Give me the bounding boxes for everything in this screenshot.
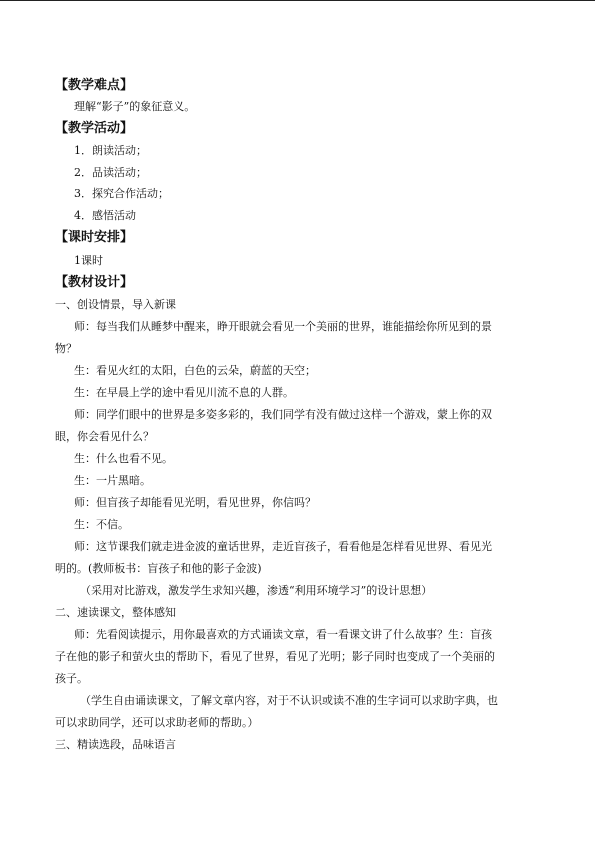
schedule-heading: 【课时安排】 — [55, 230, 134, 245]
paragraph-line: 眼，你会看见什么？ — [55, 430, 154, 443]
paragraph-line: 生：看见火红的太阳，白色的云朵，蔚蓝的天空； — [74, 364, 316, 377]
step-title: 一、创设情景，导入新课 — [55, 298, 176, 311]
paragraph-line: 师：同学们眼中的世界是多姿多彩的，我们同学有没有做过这样一个游戏，蒙上你的双 — [74, 408, 492, 421]
activity-item: 3．探究合作活动； — [74, 187, 169, 200]
paragraph-line: 生：在早晨上学的途中看见川流不息的人群。 — [74, 386, 294, 399]
paragraph-line: 生：一片黑暗。 — [74, 474, 151, 487]
paragraph-line: （学生自由诵读课文，了解文章内容，对于不认识或读不准的生字词可以求助字典，也 — [80, 694, 498, 707]
paragraph-line: 师：这节课我们就走进金波的童话世界，走近盲孩子，看看他是怎样看见世界、看见光 — [74, 540, 492, 553]
paragraph-line: 孩子。 — [55, 672, 88, 685]
activity-item: 1．朗读活动； — [74, 144, 147, 157]
schedule-text: 1课时 — [74, 254, 103, 267]
paragraph-line: （采用对比游戏，激发学生求知兴趣，渗透“利用环境学习”的设计思想） — [80, 584, 433, 597]
activity-item: 2．品读活动； — [74, 166, 147, 179]
paragraph-line: 师：但盲孩子却能看见光明，看见世界，你信吗？ — [74, 496, 316, 509]
design-heading: 【教材设计】 — [55, 275, 134, 290]
paragraph-line: 师：先看阅读提示，用你最喜欢的方式诵读文章，看一看课文讲了什么故事？生：盲孩 — [74, 628, 492, 641]
paragraph-line: 物？ — [55, 342, 77, 355]
paragraph-line: 子在他的影子和萤火虫的帮助下，看见了世界，看见了光明；影子同时也变成了一个美丽的 — [55, 650, 495, 663]
paragraph-line: 生：什么也看不见。 — [74, 452, 173, 465]
activity-item: 4．感悟活动 — [74, 209, 136, 222]
paragraph-line: 师：每当我们从睡梦中醒来，睁开眼就会看见一个美丽的世界，谁能描绘你所见到的景 — [74, 320, 492, 333]
step-title: 三、精读选段，品味语言 — [55, 738, 176, 751]
paragraph-line: 可以求助同学，还可以求助老师的帮助。） — [55, 716, 259, 729]
paragraph-line: 明的。(教师板书：盲孩子和他的影子金波) — [55, 562, 262, 575]
activities-heading: 【教学活动】 — [55, 121, 134, 136]
difficulty-text: 理解“影子”的象征意义。 — [74, 100, 196, 113]
step-title: 二、速读课文，整体感知 — [55, 606, 176, 619]
difficulty-heading: 【教学难点】 — [55, 78, 134, 93]
paragraph-line: 生：不信。 — [74, 518, 129, 531]
